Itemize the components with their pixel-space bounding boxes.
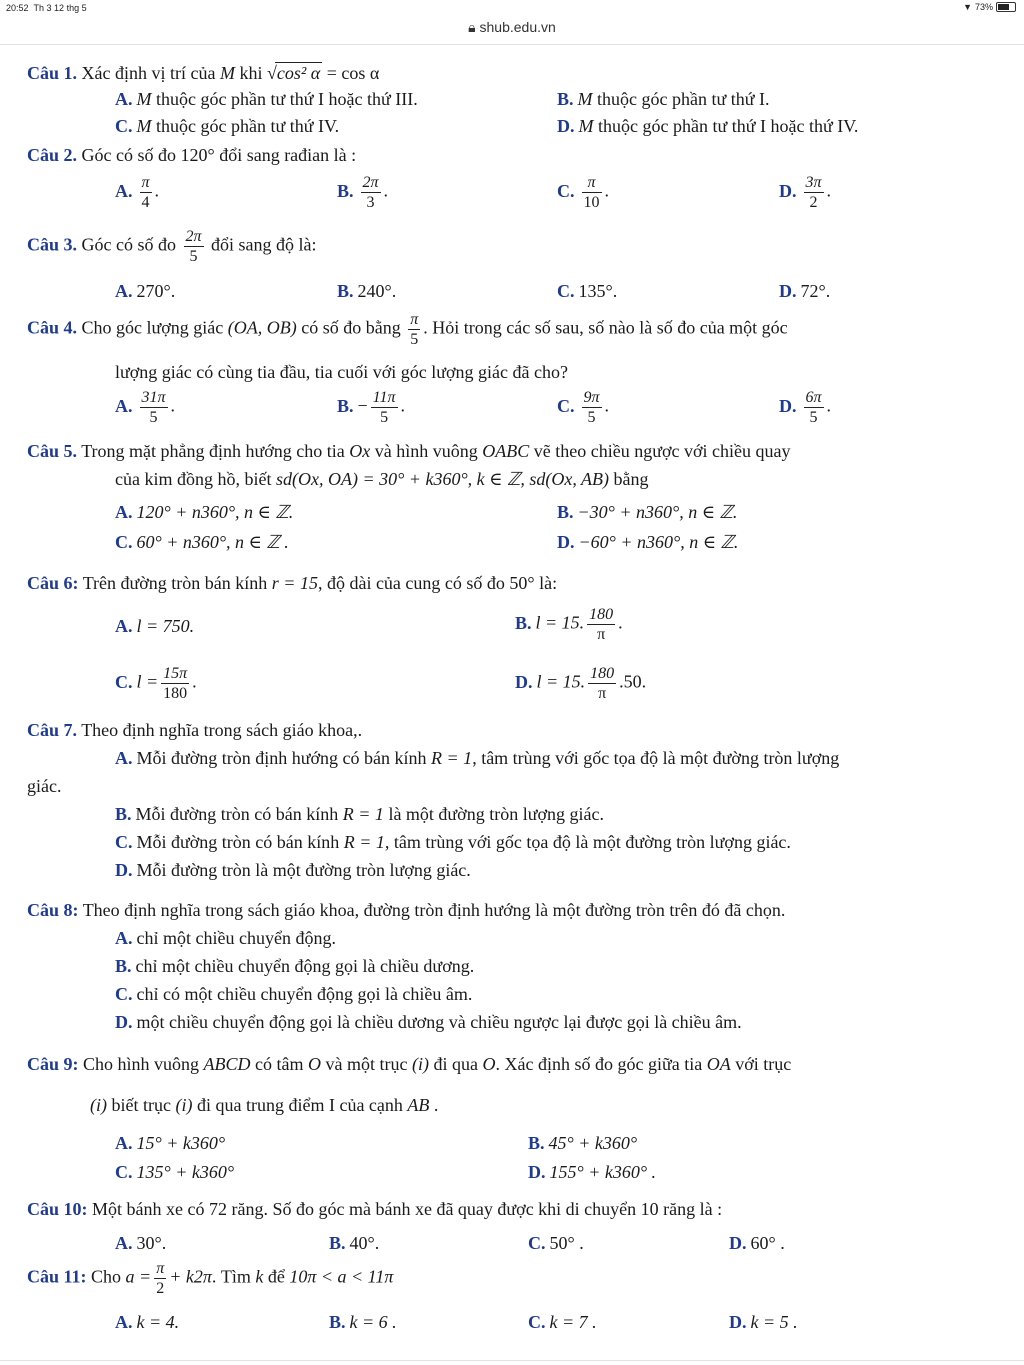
- text-line: [729, 1312, 798, 1333]
- text-run: Cho: [86, 1266, 126, 1287]
- text-line: [115, 956, 474, 977]
- math-text: k = 5 .: [750, 1312, 798, 1332]
- answer-option-label: A.: [115, 1233, 133, 1253]
- text-run: .: [383, 180, 389, 201]
- math-text: OA: [706, 1054, 731, 1074]
- text-run: Trong mặt phẳng định hướng cho tia: [77, 441, 350, 461]
- answer-option-label: D.: [515, 671, 533, 692]
- answer-option-label: B.: [115, 804, 132, 824]
- question-label: Câu 4.: [27, 317, 78, 338]
- text-line: [115, 1233, 166, 1254]
- math-text: r = 15: [271, 573, 318, 593]
- fraction-numerator: 3π: [805, 174, 822, 191]
- math-text: −60° + n360°, n ∈ ℤ.: [578, 532, 739, 552]
- browser-divider: [0, 44, 1024, 45]
- text-line: [528, 1233, 584, 1254]
- math-text: R = 1: [342, 804, 384, 824]
- text-run: một chiều chuyển động gọi là chiều dương và chiều ngược lại được gọi là chiều âm.: [136, 1012, 742, 1032]
- text-run: Góc có số đo: [77, 234, 181, 255]
- text-run: chỉ có một chiều chuyển động gọi là chiều âm.: [136, 984, 473, 1004]
- text-run: của kim đồng hồ, biết: [115, 469, 276, 489]
- math-text: −30° + n360°, n ∈ ℤ.: [577, 502, 738, 522]
- text-run: thuộc góc phần tư thứ I.: [592, 89, 770, 109]
- address-bar[interactable]: [0, 19, 1024, 36]
- fraction-denominator: 5: [587, 409, 596, 426]
- answer-option-label: D.: [729, 1312, 747, 1332]
- fraction-denominator: 10: [583, 194, 600, 211]
- text-run: 50° .: [549, 1233, 584, 1253]
- text-run: . Xác định số đo góc giữa tia: [495, 1054, 707, 1074]
- answer-option-label: D.: [729, 1233, 747, 1253]
- question-label: Câu 9:: [27, 1054, 79, 1074]
- text-run: Cho hình vuông: [78, 1054, 204, 1074]
- math-text: sd(Ox, OA) = 30° + k360°, k ∈ ℤ, sd(Ox, AB): [275, 469, 610, 489]
- text-line: [557, 89, 770, 110]
- text-run: . Hỏi trong các số sau, số nào là số đo của một góc: [423, 317, 788, 338]
- text-line: [115, 388, 175, 427]
- math-text: l = 750.: [136, 616, 195, 636]
- text-run: .: [400, 395, 405, 416]
- question-label: Câu 1.: [27, 63, 78, 83]
- fraction: [161, 664, 189, 703]
- text-line: [329, 1233, 379, 1254]
- math-text: AB: [407, 1095, 430, 1115]
- fraction-denominator: 180: [163, 685, 188, 702]
- fraction: [588, 664, 616, 703]
- text-run: bằng: [609, 469, 649, 489]
- fraction-numerator: 11π: [372, 389, 396, 406]
- text-run: và hình vuông: [370, 441, 483, 461]
- status-bar: [0, 0, 1024, 16]
- text-run: .50.: [619, 671, 647, 692]
- text-run: đi qua: [429, 1054, 483, 1074]
- answer-option-label: A.: [115, 395, 133, 416]
- text-line: [115, 928, 336, 949]
- text-line: [528, 1133, 637, 1154]
- math-text: R = 1: [431, 748, 473, 768]
- answer-option-label: C.: [115, 116, 133, 136]
- answer-option-label: D.: [115, 860, 133, 880]
- fraction-denominator: 5: [149, 409, 158, 426]
- text-run: Mỗi đường tròn có bán kính: [135, 804, 343, 824]
- text-run: thuộc góc phần tư thứ I hoặc thứ IV.: [593, 116, 859, 136]
- math-text: k = 6 .: [349, 1312, 397, 1332]
- answer-option-label: B.: [115, 956, 132, 976]
- text-run: có tâm: [250, 1054, 309, 1074]
- math-text: + k2π: [169, 1266, 212, 1287]
- text-run: với trục: [730, 1054, 792, 1074]
- answer-option-label: D.: [557, 116, 575, 136]
- text-run: −: [357, 395, 368, 416]
- text-line: [27, 145, 356, 166]
- text-line: [27, 573, 557, 594]
- math-text: 60° + n360°, n ∈ ℤ .: [136, 532, 289, 552]
- text-run: là một đường tròn lượng giác.: [383, 804, 604, 824]
- fraction-numerator: 180: [589, 606, 614, 623]
- answer-option-label: A.: [115, 1133, 133, 1153]
- answer-option-label: D.: [779, 281, 797, 301]
- fraction: [140, 173, 152, 212]
- text-line: [27, 1259, 393, 1298]
- question-label: Câu 6:: [27, 573, 79, 593]
- math-text: k: [255, 1266, 264, 1287]
- math-text: M: [219, 63, 235, 83]
- answer-option-label: A.: [115, 928, 133, 948]
- math-text: M: [577, 89, 593, 109]
- text-run: Cho góc lượng giác: [77, 317, 228, 338]
- answer-option-label: B.: [515, 612, 532, 633]
- text-run: .: [154, 180, 160, 201]
- fraction-denominator: π: [597, 626, 606, 643]
- text-run: giác.: [27, 776, 62, 796]
- text-run: Một bánh xe có 72 răng. Số đo góc mà bánh xe đã quay được khi di chuyển 10 răng là :: [87, 1199, 723, 1219]
- text-run: 60° .: [750, 1233, 785, 1253]
- lock-icon: 🔒︎: [468, 19, 476, 35]
- math-text: l =: [136, 671, 159, 692]
- text-run: , tâm trùng với gốc tọa độ là một đường tròn lượng giác.: [384, 832, 791, 852]
- fraction: [408, 310, 420, 349]
- math-text: M: [578, 116, 594, 136]
- text-line: [115, 748, 839, 769]
- text-run: đổi sang độ là:: [206, 234, 317, 255]
- text-run: Theo định nghĩa trong sách giáo khoa,.: [77, 720, 363, 740]
- text-run: .: [429, 1095, 439, 1115]
- text-run: có số đo bằng: [296, 317, 406, 338]
- answer-option-label: B.: [337, 180, 354, 201]
- battery-icon: [996, 2, 1016, 12]
- text-run: , độ dài của cung có số đo 50° là:: [317, 573, 558, 593]
- answer-option-label: C.: [115, 532, 133, 552]
- question-label: Câu 8:: [27, 900, 79, 920]
- question-label: Câu 3.: [27, 234, 78, 255]
- text-run: .: [192, 671, 197, 692]
- answer-option-label: A.: [115, 281, 133, 301]
- text-run: .: [604, 180, 609, 201]
- answer-option-label: A.: [115, 616, 133, 636]
- answer-option-label: A.: [115, 502, 133, 522]
- wifi-icon: ▼: [963, 2, 972, 12]
- text-line: [27, 1054, 791, 1075]
- math-text: k = 4.: [136, 1312, 180, 1332]
- answer-option-label: C.: [115, 832, 133, 852]
- text-line: [779, 388, 831, 427]
- math-text: a =: [125, 1266, 152, 1287]
- fraction-numerator: π: [156, 1260, 165, 1277]
- text-run: Góc có số đo 120° đổi sang rađian là :: [77, 145, 357, 165]
- text-line: [337, 388, 405, 427]
- fraction-numerator: 180: [590, 665, 615, 682]
- text-line: [115, 116, 339, 137]
- fraction: [140, 388, 168, 427]
- math-text: 45° + k360°: [548, 1133, 638, 1153]
- math-text: 120° + n360°, n ∈ ℤ.: [136, 502, 294, 522]
- fraction-numerator: 15π: [163, 665, 188, 682]
- text-line: [27, 441, 791, 462]
- fraction: [371, 388, 398, 427]
- question-label: Câu 11:: [27, 1266, 87, 1287]
- text-line: [779, 173, 831, 212]
- answer-option-label: A.: [115, 180, 133, 201]
- text-line: [115, 860, 471, 881]
- fraction-denominator: π: [598, 685, 607, 702]
- text-line: [115, 532, 289, 553]
- question-label: Câu 5.: [27, 441, 78, 461]
- text-line: [337, 281, 396, 302]
- fraction-denominator: 5: [380, 409, 389, 426]
- text-line: [515, 664, 646, 703]
- text-run: khi √: [234, 63, 277, 83]
- fraction: [184, 227, 204, 266]
- math-text: l = 15.: [535, 612, 585, 633]
- fraction-denominator: 5: [189, 248, 198, 265]
- text-line: [115, 984, 472, 1005]
- question-label: Câu 7.: [27, 720, 78, 740]
- text-run: .: [826, 180, 832, 201]
- math-text: 155° + k360° .: [549, 1162, 657, 1182]
- math-text: k = 7 .: [549, 1312, 597, 1332]
- fraction-denominator: 5: [410, 331, 419, 348]
- text-run: = cos α: [322, 63, 380, 83]
- answer-option-label: D.: [557, 532, 575, 552]
- text-line: [27, 310, 788, 349]
- text-line: [27, 900, 785, 921]
- answer-option-label: C.: [557, 281, 575, 301]
- answer-option-label: C.: [528, 1312, 546, 1332]
- text-run: 240°.: [357, 281, 397, 301]
- text-line: [515, 605, 623, 644]
- text-line: [557, 173, 609, 212]
- text-run: .: [618, 612, 623, 633]
- math-text: (i): [175, 1095, 193, 1115]
- text-run: 270°.: [136, 281, 176, 301]
- text-run: biết trục: [107, 1095, 176, 1115]
- text-line: [115, 1312, 179, 1333]
- fraction-numerator: 6π: [805, 389, 822, 406]
- answer-option-label: D.: [528, 1162, 546, 1182]
- answer-option-label: D.: [115, 1012, 133, 1032]
- answer-option-label: B.: [557, 502, 574, 522]
- fraction-numerator: 9π: [583, 389, 600, 406]
- fraction-numerator: 2π: [185, 228, 202, 245]
- text-line: [90, 1095, 438, 1116]
- text-line: [115, 1133, 225, 1154]
- text-run: thuộc góc phần tư thứ I hoặc thứ III.: [151, 89, 418, 109]
- text-line: [557, 502, 737, 523]
- math-text: (OA, OB): [227, 317, 297, 338]
- text-line: [115, 89, 418, 110]
- status-time: 20:52 Th 3 12 thg 5: [6, 3, 87, 13]
- fraction-numerator: π: [141, 174, 150, 191]
- text-run: vẽ theo chiều ngược với chiều quay: [529, 441, 791, 461]
- text-line: [115, 502, 293, 523]
- text-line: [337, 173, 388, 212]
- math-text: ABCD: [203, 1054, 251, 1074]
- text-run: để: [263, 1266, 290, 1287]
- text-run: chỉ một chiều chuyển động gọi là chiều dương.: [135, 956, 475, 976]
- fraction: [582, 388, 602, 427]
- text-run: chỉ một chiều chuyển động.: [136, 928, 336, 948]
- fraction: [361, 173, 381, 212]
- text-run: Mỗi đường tròn có bán kính: [136, 832, 344, 852]
- fraction-denominator: 2: [809, 194, 818, 211]
- text-line: [528, 1162, 656, 1183]
- text-run: đi qua trung điểm I của cạnh: [192, 1095, 408, 1115]
- text-line: [27, 776, 61, 797]
- answer-option-label: C.: [115, 671, 133, 692]
- answer-option-label: B.: [337, 395, 354, 416]
- answer-option-label: D.: [779, 180, 797, 201]
- fraction: [582, 173, 602, 212]
- text-line: [115, 173, 159, 212]
- answer-option-label: C.: [557, 180, 575, 201]
- text-line: [557, 532, 738, 553]
- text-run: thuộc góc phần tư thứ IV.: [151, 116, 340, 136]
- math-text: OABC: [482, 441, 530, 461]
- text-line: [115, 281, 175, 302]
- text-run: 30°.: [136, 1233, 167, 1253]
- text-run: Mỗi đường tròn định hướng có bán kính: [136, 748, 432, 768]
- answer-option-label: C.: [528, 1233, 546, 1253]
- text-run: Mỗi đường tròn là một đường tròn lượng giác.: [136, 860, 471, 880]
- status-right: [963, 2, 1016, 12]
- fraction: [587, 605, 615, 644]
- text-line: [557, 281, 617, 302]
- sqrt-radicand: cos² α: [276, 63, 321, 83]
- text-run: .: [170, 395, 176, 416]
- text-line: [115, 616, 194, 637]
- fraction-denominator: 3: [366, 194, 375, 211]
- text-line: [779, 281, 830, 302]
- answer-option-label: B.: [528, 1133, 545, 1153]
- text-run: .: [826, 395, 832, 416]
- text-run: 135°.: [578, 281, 618, 301]
- question-label: Câu 2.: [27, 145, 78, 165]
- answer-option-label: C.: [557, 395, 575, 416]
- math-text: (i): [412, 1054, 429, 1074]
- text-line: [115, 832, 791, 853]
- answer-option-label: D.: [779, 395, 797, 416]
- answer-option-label: A.: [115, 89, 133, 109]
- fraction: [804, 173, 824, 212]
- text-line: [27, 62, 379, 84]
- text-line: [115, 664, 197, 703]
- math-text: R = 1: [343, 832, 385, 852]
- text-line: [115, 1012, 742, 1033]
- fraction: [154, 1259, 166, 1298]
- answer-option-label: B.: [337, 281, 354, 301]
- answer-option-label: C.: [115, 1162, 133, 1182]
- text-run: 72°.: [800, 281, 831, 301]
- text-run: lượng giác có cùng tia đầu, tia cuối với góc lượng giác đã cho?: [115, 362, 568, 382]
- text-line: [115, 804, 604, 825]
- fraction-numerator: 31π: [141, 389, 166, 406]
- fraction: [804, 388, 824, 427]
- text-line: [115, 1162, 234, 1183]
- answer-option-label: B.: [329, 1312, 346, 1332]
- url-text: shub.edu.vn: [479, 19, 556, 35]
- page-bottom-divider: [0, 1360, 1024, 1361]
- fraction-numerator: π: [582, 173, 602, 193]
- text-line: [528, 1312, 597, 1333]
- battery-percent: 73%: [974, 2, 993, 12]
- text-run: Trên đường tròn bán kính: [78, 573, 272, 593]
- text-line: [729, 1233, 785, 1254]
- fraction-numerator: π: [410, 311, 419, 328]
- fraction-denominator: 5: [809, 409, 818, 426]
- text-line: [329, 1312, 397, 1333]
- text-run: và một trục: [321, 1054, 412, 1074]
- answer-option-label: B.: [329, 1233, 346, 1253]
- text-line: [557, 116, 858, 137]
- math-text: 15° + k360°: [136, 1133, 226, 1153]
- text-line: [27, 1199, 722, 1220]
- math-text: (i): [90, 1095, 107, 1115]
- text-line: [27, 227, 317, 266]
- text-line: [27, 720, 362, 741]
- text-line: [115, 469, 649, 490]
- text-line: [115, 362, 568, 383]
- math-text: O: [308, 1054, 322, 1074]
- math-text: M: [136, 89, 152, 109]
- answer-option-label: A.: [115, 1312, 133, 1332]
- answer-option-label: B.: [557, 89, 574, 109]
- math-text: O: [482, 1054, 496, 1074]
- math-text: l = 15.: [536, 671, 586, 692]
- fraction-denominator: 4: [141, 194, 150, 211]
- question-label: Câu 10:: [27, 1199, 88, 1219]
- math-text: 135° + k360°: [136, 1162, 235, 1182]
- fraction-numerator: 2π: [362, 174, 379, 191]
- math-text: 10π < a < 11π: [289, 1266, 394, 1287]
- math-text: Ox: [349, 441, 371, 461]
- text-run: Xác định vị trí của: [77, 63, 220, 83]
- text-run: . Tìm: [211, 1266, 256, 1287]
- text-run: , tâm trùng với gốc tọa độ là một đường tròn lượng: [472, 748, 840, 768]
- fraction-denominator: 2: [156, 1280, 165, 1297]
- answer-option-label: C.: [115, 984, 133, 1004]
- text-line: [557, 388, 609, 427]
- math-text: M: [136, 116, 152, 136]
- text-run: .: [604, 395, 610, 416]
- answer-option-label: A.: [115, 748, 133, 768]
- text-run: 40°.: [349, 1233, 380, 1253]
- text-run: Theo định nghĩa trong sách giáo khoa, đường tròn định hướng là một đường tròn trên đó đã chọn.: [78, 900, 786, 920]
